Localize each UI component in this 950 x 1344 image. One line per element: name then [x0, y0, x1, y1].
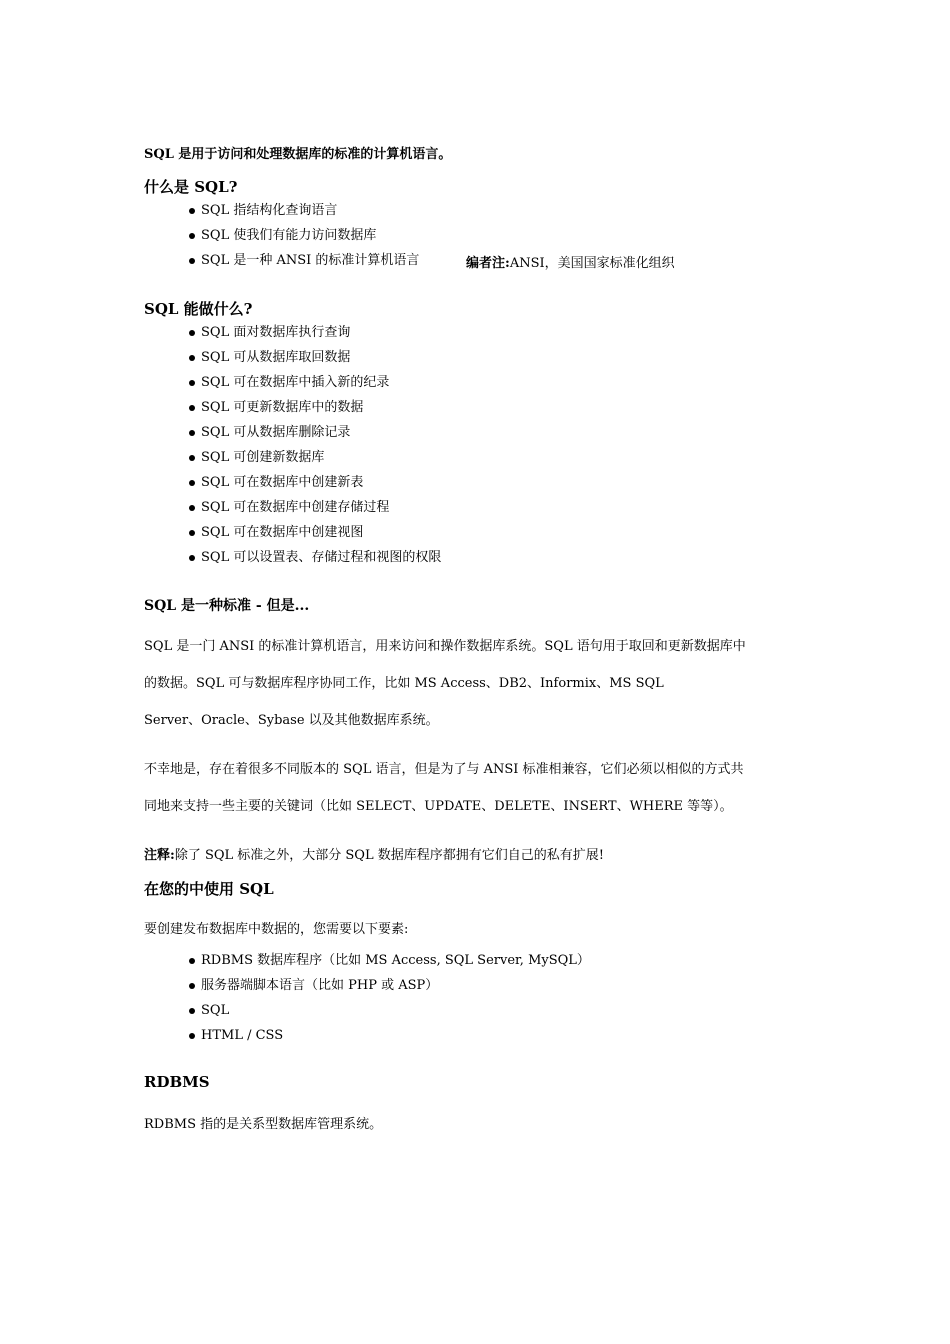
bullet-icon — [189, 455, 195, 461]
intro-line: SQL 是用于访问和处理数据库的标准的计算机语言。 — [144, 147, 452, 162]
heading-rdbms: RDBMS — [144, 1073, 210, 1091]
paragraph-line: 不幸地是，存在着很多不同版本的 SQL 语言，但是为了与 ANSI 标准相兼容，它们必须以相似的方式共 — [144, 762, 744, 777]
list-item: SQL 可在数据库中创建视图 — [188, 524, 441, 549]
bullet-icon — [189, 1033, 195, 1039]
list-item: SQL 可从数据库取回数据 — [188, 349, 441, 374]
editor-note — [466, 252, 675, 271]
bullet-icon — [189, 555, 195, 561]
bullet-icon — [189, 1008, 195, 1014]
list-item: SQL 可在数据库中插入新的纪录 — [188, 374, 441, 399]
bullet-icon — [189, 355, 195, 361]
list-item: SQL 可在数据库中创建新表 — [188, 474, 441, 499]
editor-note-label: 编者注: — [466, 256, 510, 271]
editor-note-text: ANSI，美国国家标准化组织 — [509, 256, 675, 271]
list-item: SQL 可从数据库删除记录 — [188, 424, 441, 449]
bullet-icon — [189, 330, 195, 336]
note-line — [144, 844, 604, 863]
bullet-icon — [189, 958, 195, 964]
list-item: SQL 面对数据库执行查询 — [188, 324, 441, 349]
bullet-icon — [189, 258, 195, 264]
list-item: SQL 是一种 ANSI 的标准计算机语言 — [188, 252, 419, 277]
list-item: SQL — [188, 1002, 590, 1027]
list-item: 服务器端脚本语言（比如 PHP 或 ASP） — [188, 977, 590, 1002]
bullet-icon — [189, 233, 195, 239]
note-text: 除了 SQL 标准之外，大部分 SQL 数据库程序都拥有它们自己的私有扩展! — [174, 848, 604, 863]
note-label: 注释: — [144, 848, 175, 863]
bullet-icon — [189, 208, 195, 214]
paragraph-line: Server、Oracle、Sybase 以及其他数据库系统。 — [144, 713, 439, 728]
what-is-sql-list — [188, 202, 419, 277]
rdbms-text: RDBMS 指的是关系型数据库管理系统。 — [144, 1117, 383, 1132]
heading-sql-standard: SQL 是一种标准 - 但是... — [144, 598, 310, 614]
list-item: SQL 可创建新数据库 — [188, 449, 441, 474]
heading-what-is-sql: 什么是 SQL? — [144, 178, 238, 196]
heading-using-sql: 在您的中使用 SQL — [144, 880, 274, 898]
what-can-sql-do-list — [188, 324, 441, 574]
bullet-icon — [189, 983, 195, 989]
list-item: SQL 可在数据库中创建存储过程 — [188, 499, 441, 524]
bullet-icon — [189, 480, 195, 486]
using-sql-intro: 要创建发布数据库中数据的，您需要以下要素: — [144, 922, 409, 937]
list-item: SQL 指结构化查询语言 — [188, 202, 419, 227]
list-item: SQL 使我们有能力访问数据库 — [188, 227, 419, 252]
bullet-icon — [189, 430, 195, 436]
bullet-icon — [189, 405, 195, 411]
list-item: SQL 可更新数据库中的数据 — [188, 399, 441, 424]
bullet-icon — [189, 505, 195, 511]
heading-what-can-sql-do: SQL 能做什么? — [144, 300, 253, 318]
paragraph-line: 同地来支持一些主要的关键词（比如 SELECT、UPDATE、DELETE、INSERT、WHERE 等等）。 — [144, 799, 733, 814]
bullet-icon — [189, 380, 195, 386]
list-item: SQL 可以设置表、存储过程和视图的权限 — [188, 549, 441, 574]
list-item: RDBMS 数据库程序（比如 MS Access, SQL Server, MySQL） — [188, 952, 590, 977]
paragraph-line: 的数据。SQL 可与数据库程序协同工作，比如 MS Access、DB2、Informix、MS SQL — [144, 676, 664, 691]
paragraph-line: SQL 是一门 ANSI 的标准计算机语言，用来访问和操作数据库系统。SQL 语句用于取回和更新数据库中 — [144, 639, 746, 654]
bullet-icon — [189, 530, 195, 536]
using-sql-list — [188, 952, 590, 1052]
list-item: HTML / CSS — [188, 1027, 590, 1052]
